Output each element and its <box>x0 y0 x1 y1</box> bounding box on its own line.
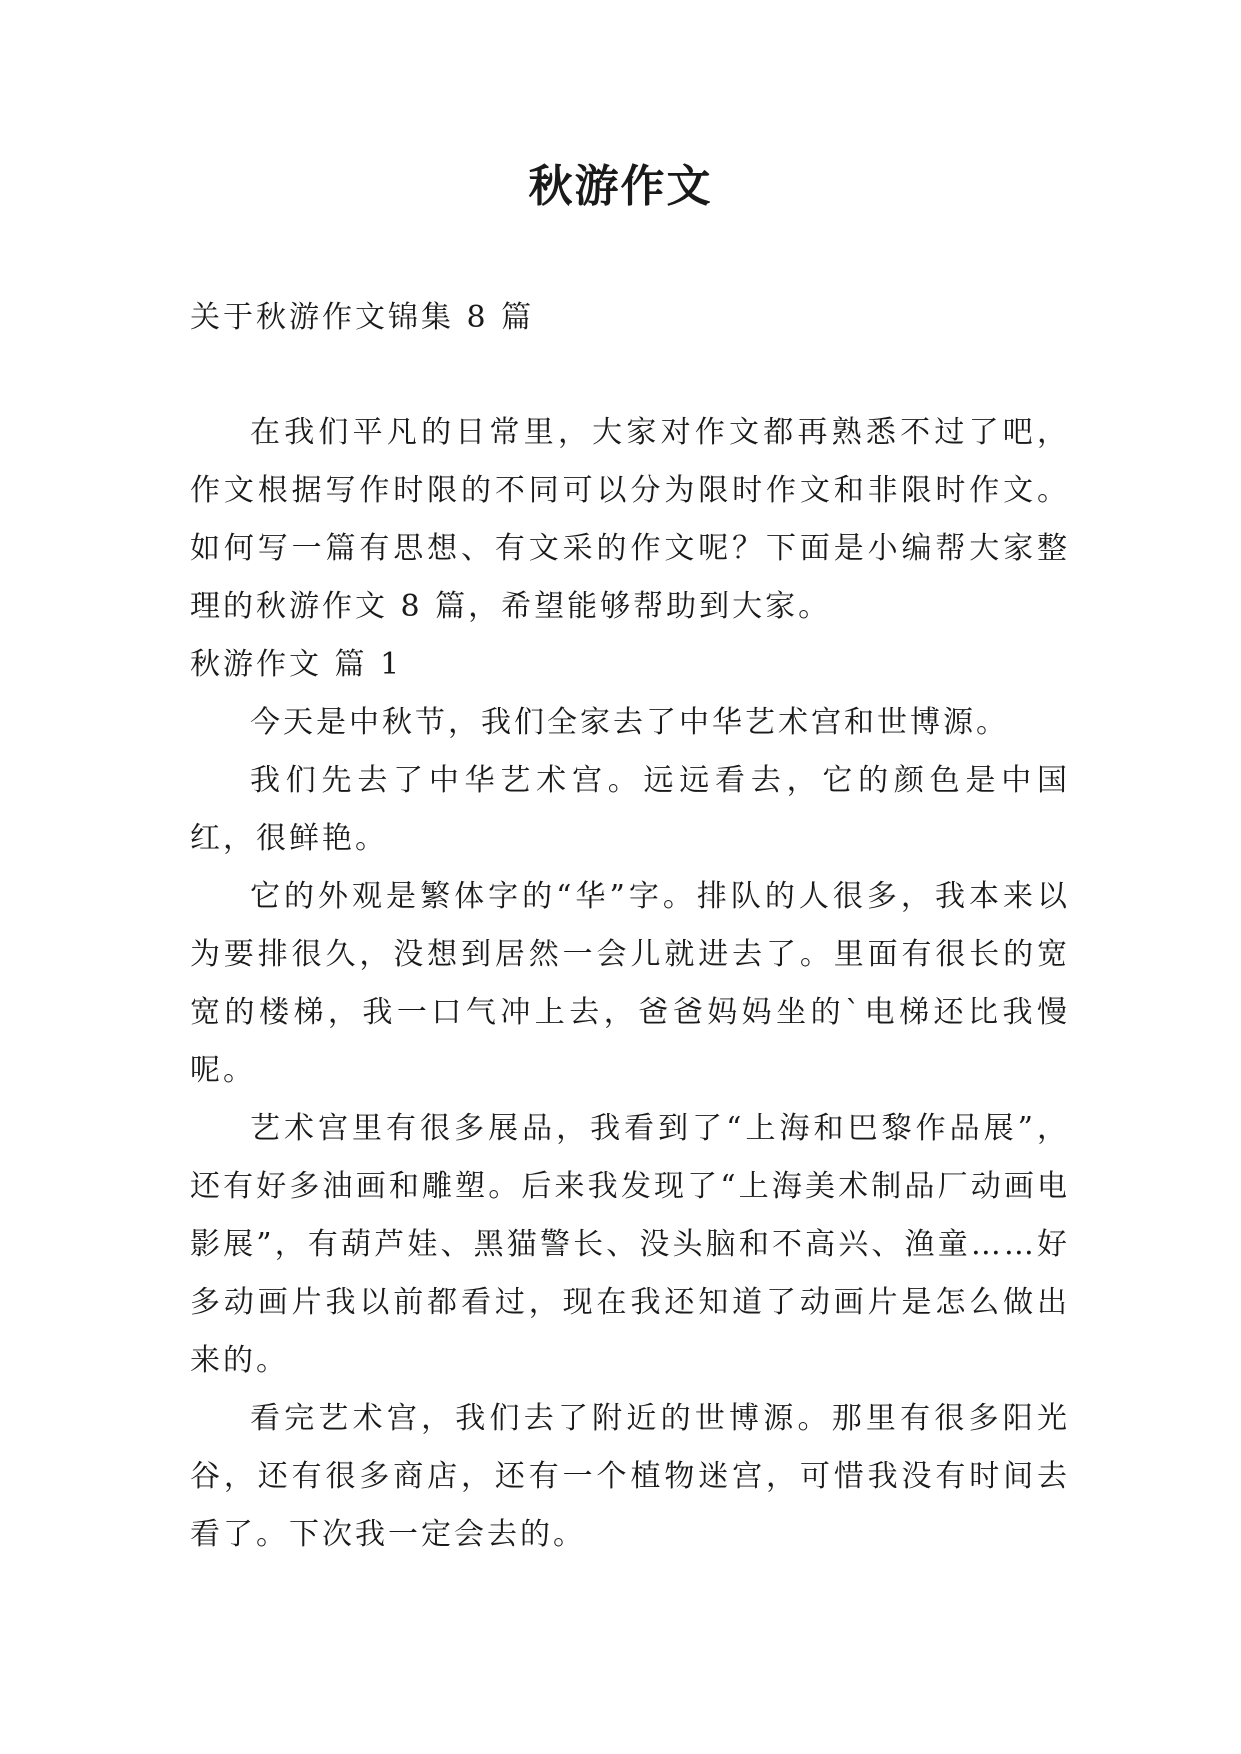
intro-paragraph: 在我们平凡的日常里，大家对作文都再熟悉不过了吧，作文根据写作时限的不同可以分为限时作文和非限时作文。如何写一篇有思想、有文采的作文呢？下面是小编帮大家整理的秋游作文 8 篇，希望能够帮助到大家。 <box>190 415 1070 624</box>
body-paragraph: 我们先去了中华艺术宫。远远看去，它的颜色是中国红，很鲜艳。 <box>190 763 1070 856</box>
document-body <box>190 404 1070 1564</box>
section-heading: 秋游作文 篇 1 <box>190 647 403 682</box>
body-paragraph: 看完艺术宫，我们去了附近的世博源。那里有很多阳光谷，还有很多商店，还有一个植物迷宫，可惜我没有时间去看了。下次我一定会去的。 <box>190 1401 1070 1552</box>
document-subtitle: 关于秋游作文锦集 8 篇 <box>190 300 535 335</box>
body-paragraph: 艺术宫里有很多展品，我看到了“上海和巴黎作品展”，还有好多油画和雕塑。后来我发现了“上海美术制品厂动画电影展”，有葫芦娃、黑猫警长、没头脑和不高兴、渔童……好多动画片我以前都看过，现在我还知道了动画片是怎么做出来的。 <box>190 1111 1070 1378</box>
document-title: 秋游作文 <box>528 161 713 212</box>
body-paragraph: 它的外观是繁体字的“华”字。排队的人很多，我本来以为要排很久，没想到居然一会儿就进去了。里面有很长的宽宽的楼梯，我一口气冲上去，爸爸妈妈坐的`电梯还比我慢呢。 <box>190 879 1070 1088</box>
body-paragraph: 今天是中秋节，我们全家去了中华艺术宫和世博源。 <box>250 705 1009 740</box>
